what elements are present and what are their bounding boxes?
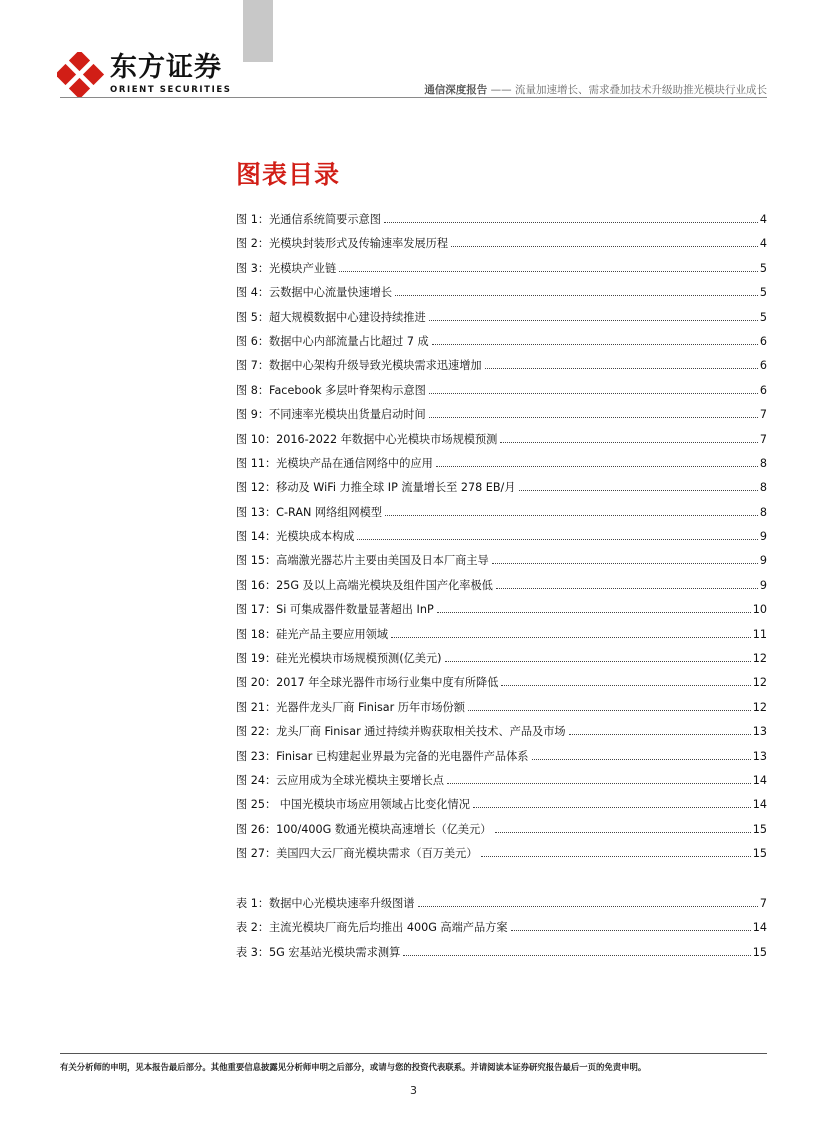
dot-leader — [481, 855, 751, 857]
figure-toc-entry[interactable] — [236, 627, 767, 651]
figure-toc-entry[interactable] — [236, 724, 767, 748]
dot-leader — [511, 929, 751, 931]
figure-toc-entry[interactable] — [236, 310, 767, 334]
dot-leader — [385, 514, 758, 516]
toc-entry-page: 11 — [752, 627, 767, 641]
toc-entry-label: 图 25： 中国光模块市场应用领域占比变化情况 — [236, 798, 470, 812]
toc-entry-label: 图 12：移动及 WiFi 力推全球 IP 流量增长至 278 EB/月 — [236, 481, 516, 495]
logo-english-name: ORIENT SECURITIES — [110, 85, 232, 95]
header-gray-block — [243, 0, 273, 62]
toc-entry-page: 6 — [759, 383, 767, 397]
toc-entry-page: 7 — [759, 408, 767, 422]
toc-entry-label: 图 7：数据中心架构升级导致光模块需求迅速增加 — [236, 359, 482, 373]
figure-toc-entry[interactable] — [236, 505, 767, 529]
logo-chinese-name: 东方证券 — [110, 52, 222, 83]
dot-leader — [492, 562, 758, 564]
toc-entry-page: 14 — [752, 798, 767, 812]
figure-toc-entry[interactable] — [236, 822, 767, 846]
figure-list — [236, 212, 767, 871]
dot-leader — [501, 684, 750, 686]
dot-leader — [445, 660, 751, 662]
figure-toc-entry[interactable] — [236, 651, 767, 675]
header-title — [424, 82, 767, 97]
figure-toc-entry[interactable] — [236, 358, 767, 382]
toc-entry-page: 14 — [752, 773, 767, 787]
toc-entry-label: 图 5：超大规模数据中心建设持续推进 — [236, 310, 426, 324]
dot-leader — [519, 489, 758, 491]
toc-entry-page: 9 — [759, 554, 767, 568]
toc-entry-label: 图 22：龙头厂商 Finisar 通过持续并购获取相关技术、产品及市场 — [236, 725, 566, 739]
toc-entry-page: 8 — [759, 505, 767, 519]
dot-leader — [500, 441, 758, 443]
figure-toc-entry[interactable] — [236, 846, 767, 870]
figure-toc-entry[interactable] — [236, 432, 767, 456]
table-toc-entry[interactable] — [236, 945, 767, 969]
logo-mark-icon — [57, 52, 107, 98]
toc-entry-label: 表 2：主流光模块厂商先后均推出 400G 高端产品方案 — [236, 921, 508, 935]
figure-toc-entry[interactable] — [236, 261, 767, 285]
toc-entry-label: 图 8：Facebook 多层叶脊架构示意图 — [236, 383, 426, 397]
toc-entry-label: 图 19：硅光光模块市场规模预测(亿美元) — [236, 652, 442, 666]
footer-rule — [60, 1053, 767, 1054]
toc-entry-page: 4 — [759, 237, 767, 251]
toc-title: 图表目录 — [236, 160, 341, 189]
toc-entry-label: 图 21：光器件龙头厂商 Finisar 历年市场份额 — [236, 700, 465, 714]
toc-entry-label: 图 9：不同速率光模块出货量启动时间 — [236, 408, 426, 422]
dot-leader — [432, 343, 758, 345]
table-list — [236, 896, 767, 969]
dot-leader — [569, 733, 751, 735]
figure-toc-entry[interactable] — [236, 456, 767, 480]
figure-toc-entry[interactable] — [236, 797, 767, 821]
toc-entry-page: 15 — [752, 822, 767, 836]
toc-entry-page: 6 — [759, 359, 767, 373]
toc-entry-page: 15 — [752, 847, 767, 861]
toc-entry-label: 图 13：C-RAN 网络组网模型 — [236, 505, 383, 519]
toc-entry-label: 图 16：25G 及以上高端光模块及组件国产化率极低 — [236, 578, 493, 592]
dot-leader — [339, 270, 758, 272]
toc-entry-label: 图 20：2017 年全球光器件市场行业集中度有所降低 — [236, 676, 499, 690]
figure-toc-entry[interactable] — [236, 285, 767, 309]
dot-leader — [496, 587, 758, 589]
toc-entry-label: 图 1：光通信系统简要示意图 — [236, 213, 381, 226]
toc-entry-label: 图 24：云应用成为全球光模块主要增长点 — [236, 773, 444, 787]
toc-entry-label: 图 14：光模块成本构成 — [236, 530, 355, 544]
toc-entry-page: 6 — [759, 334, 767, 348]
toc-entry-label: 图 4：云数据中心流量快速增长 — [236, 286, 393, 300]
header-rule — [60, 97, 767, 98]
toc-entry-page: 13 — [752, 749, 767, 763]
dot-leader — [495, 831, 751, 833]
toc-entry-page: 5 — [759, 261, 767, 275]
toc-entry-page: 12 — [752, 652, 767, 666]
toc-entry-page: 15 — [752, 945, 767, 959]
toc-entry-label: 图 6：数据中心内部流量占比超过 7 成 — [236, 334, 429, 348]
dot-leader — [436, 465, 758, 467]
dot-leader — [451, 245, 758, 247]
toc-entry-label: 图 23：Finisar 已构建起业界最为完备的光电器件产品体系 — [236, 749, 529, 763]
dot-leader — [403, 954, 750, 956]
toc-entry-page: 9 — [759, 578, 767, 592]
figure-toc-entry[interactable] — [236, 529, 767, 553]
header-separator: —— — [487, 84, 515, 96]
toc-entry-page: 10 — [752, 603, 767, 617]
toc-entry-page: 7 — [759, 897, 767, 910]
toc-entry-label: 表 3：5G 宏基站光模块需求测算 — [236, 945, 401, 959]
figure-toc-entry[interactable] — [236, 578, 767, 602]
toc-entry-page: 9 — [759, 530, 767, 544]
figure-toc-entry[interactable] — [236, 602, 767, 626]
figure-toc-entry[interactable] — [236, 383, 767, 407]
figure-toc-entry[interactable] — [236, 773, 767, 797]
toc-entry-page: 12 — [752, 700, 767, 714]
dot-leader — [437, 611, 751, 613]
dot-leader — [357, 538, 757, 540]
dot-leader — [473, 806, 751, 808]
company-logo — [57, 52, 232, 98]
dot-leader — [395, 294, 758, 296]
toc-entry-page: 5 — [759, 286, 767, 300]
dot-leader — [384, 221, 758, 223]
figure-toc-entry[interactable] — [236, 334, 767, 358]
toc-entry-page: 4 — [759, 213, 767, 226]
toc-entry-label: 表 1：数据中心光模块速率升级图谱 — [236, 897, 415, 910]
dot-leader — [418, 905, 758, 907]
report-type: 通信深度报告 — [424, 84, 488, 96]
toc-entry-label: 图 10：2016-2022 年数据中心光模块市场规模预测 — [236, 432, 498, 446]
dot-leader — [429, 319, 758, 321]
dot-leader — [391, 636, 751, 638]
toc-entry-page: 7 — [759, 432, 767, 446]
figure-toc-entry[interactable] — [236, 407, 767, 431]
figure-toc-entry[interactable] — [236, 700, 767, 724]
toc-entry-label: 图 11：光模块产品在通信网络中的应用 — [236, 456, 433, 470]
toc-entry-label: 图 18：硅光产品主要应用领域 — [236, 627, 389, 641]
toc-entry-label: 图 2：光模块封装形式及传输速率发展历程 — [236, 237, 449, 251]
toc-entry-page: 8 — [759, 456, 767, 470]
toc-entry-label: 图 3：光模块产业链 — [236, 261, 337, 275]
toc-entry-page: 12 — [752, 676, 767, 690]
toc-entry-page: 5 — [759, 310, 767, 324]
toc-entry-label: 图 15：高端激光器芯片主要由美国及日本厂商主导 — [236, 554, 489, 568]
toc-entry-page: 13 — [752, 725, 767, 739]
toc-entry-label: 图 27：美国四大云厂商光模块需求（百万美元） — [236, 847, 478, 861]
figure-toc-entry[interactable] — [236, 236, 767, 260]
toc-entry-page: 8 — [759, 481, 767, 495]
footer-disclaimer: 有关分析师的申明，见本报告最后部分。其他重要信息披露见分析师申明之后部分，或请与您的投资代表联系。并请阅读本证券研究报告最后一页的免责申明。 — [60, 1062, 647, 1072]
toc-entry-label: 图 17：Si 可集成器件数量显著超出 InP — [236, 603, 434, 617]
dot-leader — [447, 782, 751, 784]
page-number: 3 — [410, 1084, 417, 1097]
dot-leader — [429, 392, 758, 394]
table-toc-entry[interactable] — [236, 896, 767, 920]
figure-toc-entry[interactable] — [236, 480, 767, 504]
dot-leader — [429, 416, 758, 418]
toc-entry-label: 图 26：100/400G 数通光模块高速增长（亿美元） — [236, 822, 492, 836]
report-subtitle: 流量加速增长、需求叠加技术升级助推光模块行业成长 — [515, 84, 767, 96]
figure-toc-entry[interactable] — [236, 212, 767, 236]
toc-entry-page: 14 — [752, 921, 767, 935]
dot-leader — [468, 709, 751, 711]
figure-toc-entry[interactable] — [236, 553, 767, 577]
figure-toc-entry[interactable] — [236, 749, 767, 773]
dot-leader — [485, 367, 758, 369]
table-toc-entry[interactable] — [236, 920, 767, 944]
dot-leader — [532, 758, 751, 760]
figure-toc-entry[interactable] — [236, 675, 767, 699]
